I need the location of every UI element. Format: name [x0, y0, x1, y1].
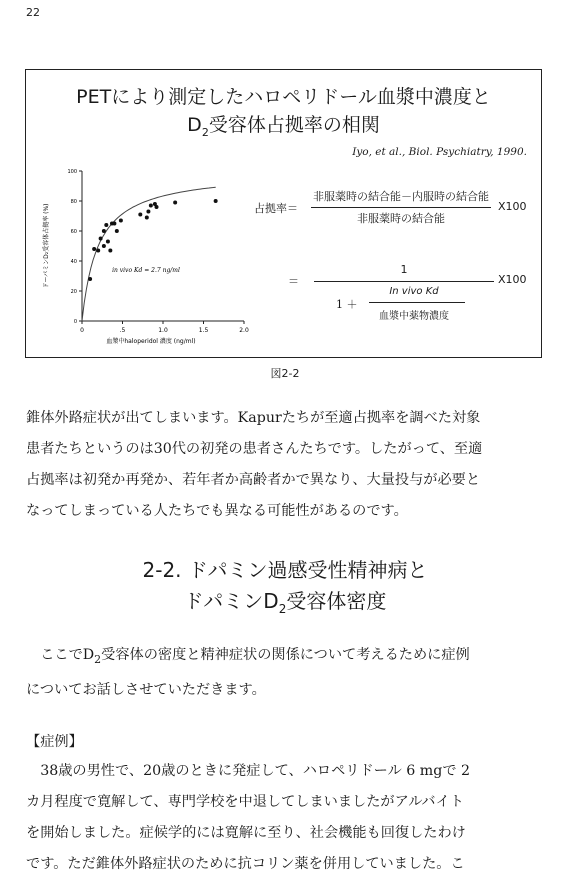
formula1-fraction-bar — [311, 207, 491, 208]
figure-title-line2 — [26, 110, 541, 139]
title-d: D — [187, 114, 202, 136]
text-line: なってしまっている人たちでも異なる可能性があるのです。 — [26, 503, 408, 519]
data-point — [155, 205, 159, 209]
formula2-one-plus: 1 ＋ — [336, 298, 358, 311]
text-line: についてお話しさせていただきます。 — [26, 681, 266, 698]
formula2-lhs: ＝ — [288, 275, 299, 288]
page-number: 22 — [26, 6, 40, 19]
y-tick-label: 40 — [70, 259, 77, 265]
title-d-subscript: 2 — [201, 125, 209, 139]
text-line: 38歳の男性で、20歳のときに発症して、ハロペリドール 6 mgで 2 — [26, 763, 471, 779]
figure-title-line1: PETにより測定したハロペリドール血漿中濃度と — [76, 86, 491, 108]
figure-citation: Iyo, et al., Biol. Psychiatry, 1990. — [352, 146, 527, 158]
kd-annotation: in vivo Kd = 2.7 ng/ml — [112, 267, 180, 274]
x-tick-label: 2.0 — [239, 327, 249, 334]
data-point — [138, 213, 142, 217]
x-tick-label: .5 — [119, 327, 126, 334]
formula2-inner-denominator: 血漿中薬物濃度 — [379, 311, 449, 322]
formula1-denominator: 非服薬時の結合能 — [357, 212, 445, 225]
data-point — [92, 247, 96, 251]
data-point — [173, 201, 177, 205]
data-point — [146, 210, 150, 214]
formula2-inner-numerator: In vivo Kd — [389, 286, 439, 297]
y-tick-label: 0 — [73, 319, 77, 325]
data-point — [119, 219, 123, 223]
text-line: を開始しました。症候学的には寛解に至り、社会機能も回復したわけ — [26, 825, 466, 841]
section-heading-text: ドパミンD — [183, 589, 279, 613]
formula2-fraction-bar — [314, 281, 494, 282]
formula1-multiplier: X100 — [498, 200, 527, 213]
figure-caption: 図2-2 — [270, 367, 300, 380]
data-point — [102, 229, 106, 233]
text-prefix: ここでD — [26, 647, 95, 663]
formula2-multiplier: X100 — [498, 273, 527, 286]
text-line — [26, 640, 546, 675]
x-tick-label: 0 — [80, 327, 84, 334]
section-heading-line2 — [0, 585, 570, 625]
text-line: 占拠率は初発か再発か、若年者か高齢者かで異なり、大量投与が必要と — [26, 472, 481, 488]
data-point — [108, 249, 112, 253]
text-line: 患者たちというのは30代の初発の患者さんたちです。したがって、至適 — [26, 441, 483, 457]
x-axis-label: 血漿中haloperidol 濃度 (ng/ml) — [106, 338, 196, 345]
x-tick-label: 1.0 — [158, 327, 168, 334]
formula2-inner-fraction-bar — [369, 302, 465, 303]
data-point — [102, 244, 106, 248]
text-line: です。ただ錐体外路症状のために抗コリン薬を併用していました。こ — [26, 856, 465, 872]
text-subscript: 2 — [94, 652, 102, 666]
y-axis-label: ドーパミンD₂受容体占拠率 (%) — [43, 203, 50, 289]
text-line: カ月程度で寛解して、専門学校を中退してしまいましたがアルバイト — [26, 794, 464, 810]
case-heading: 【症例】 — [26, 734, 83, 750]
section-heading-line1: 2-2. ドパミン過感受性精神病と — [142, 558, 428, 582]
data-point — [99, 237, 103, 241]
formula1-numerator: 非服薬時の結合能－内服時の結合能 — [313, 190, 489, 203]
y-tick-label: 60 — [70, 229, 77, 235]
paragraph-3 — [26, 756, 546, 880]
x-tick-label: 1.5 — [198, 327, 209, 334]
section-heading-suffix: 受容体密度 — [286, 589, 387, 613]
data-point — [149, 204, 153, 208]
paragraph-1 — [26, 403, 546, 527]
figure-box — [25, 69, 542, 358]
data-point — [214, 199, 218, 203]
y-tick-label: 20 — [70, 289, 77, 295]
data-point — [104, 223, 108, 227]
y-tick-label: 80 — [70, 199, 77, 205]
scatter-chart — [36, 166, 276, 346]
section-heading-subscript: 2 — [278, 602, 287, 616]
title-suffix: 受容体占拠率の相関 — [208, 114, 380, 136]
data-point — [115, 229, 119, 233]
fit-curve — [82, 187, 216, 321]
data-point — [145, 216, 149, 220]
data-point — [106, 240, 110, 244]
data-point — [88, 277, 92, 281]
paragraph-2 — [26, 640, 546, 706]
text-suffix: 受容体の密度と精神症状の関係について考えるために症例 — [101, 647, 470, 663]
formula2-numerator: 1 — [400, 263, 408, 276]
data-point — [112, 222, 116, 226]
data-point — [96, 249, 100, 253]
formula1-lhs: 占拠率＝ — [254, 202, 298, 215]
text-line: 錐体外路症状が出てしまいます。Kapurたちが至適占拠率を調べた対象 — [26, 410, 481, 426]
y-tick-label: 100 — [67, 169, 77, 175]
